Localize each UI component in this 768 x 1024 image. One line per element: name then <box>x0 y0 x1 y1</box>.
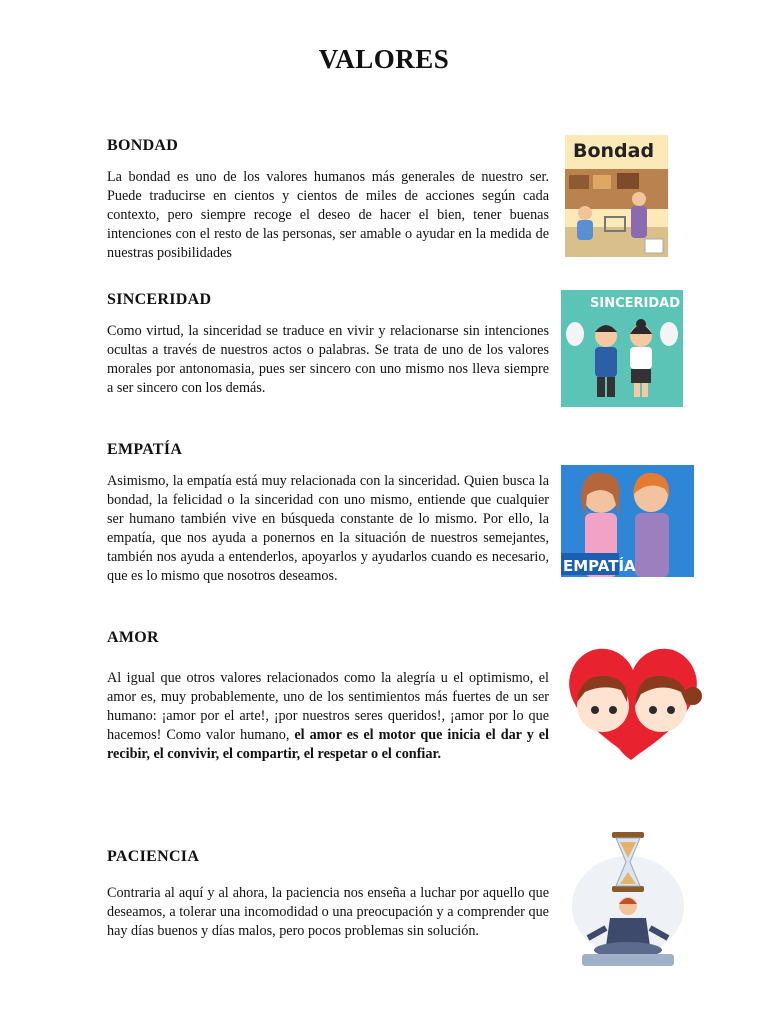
bondad-illustration <box>565 135 668 257</box>
bondad-image-label: Bondad <box>573 140 655 162</box>
sinceridad-illustration <box>561 290 683 407</box>
amor-text: Al igual que otros valores relacionados como la alegría u el optimismo, el amor es, muy probablemente, uno de los sentimientos más fuertes de un ser humano: ¡amor por el arte!, ¡por nuestros seres queridos!, ¡amor por lo que hacemos! Como valor humano, <box>107 670 549 743</box>
paciencia-illustration <box>566 828 690 973</box>
page-title: VALORES <box>318 44 450 74</box>
section-heading: BONDAD <box>107 137 179 154</box>
section-empatia <box>107 441 549 586</box>
section-heading: SINCERIDAD <box>107 291 212 308</box>
sinceridad-image-label: SINCERIDAD <box>590 296 680 311</box>
empatia-illustration <box>561 465 694 577</box>
section-sinceridad <box>107 291 549 398</box>
section-heading: AMOR <box>107 629 159 646</box>
amor-text-bold: el amor es el motor que inicia el dar y el recibir, el convivir, el compartir, el respetar o el confiar. <box>107 727 549 762</box>
section-heading: PACIENCIA <box>107 848 200 865</box>
section-paragraph: Asimismo, la empatía está muy relacionada con la sinceridad. Quien busca la bondad, la felicidad o la sinceridad con uno mismo, entiende que cualquier ser humano también vive en búsqueda constante de lo mismo. Por ello, la empatía, que nos ayuda a ponernos en la situación de nuestros semejantes, también nos ayuda a entenderlos, apoyarlos y ayudarlos cuando es necesario, que es lo mismo que nosotros deseamos. <box>107 473 549 584</box>
section-bondad <box>107 137 549 263</box>
section-paragraph: Como virtud, la sinceridad se traduce en vivir y relacionarse sin intenciones ocultas a través de nuestros actos o palabras. Se trata de uno de los valores morales por antonomasia, pues ser sincero con uno mismo nos lleva siempre a ser sincero con los demás. <box>107 323 549 396</box>
section-heading: EMPATÍA <box>107 441 183 458</box>
empatia-image-label: EMPATÍA <box>563 557 636 575</box>
section-amor <box>107 629 549 764</box>
section-paragraph: La bondad es uno de los valores humanos más generales de nuestro ser. Puede traducirse en cientos y cientos de miles de acciones según cada contexto, pero siempre recoge el deseo de hacer el bien, tener buenas intenciones con el resto de las personas, ser amable o ayudar en la medida de nuestras posibilidades <box>107 169 549 261</box>
section-paciencia <box>107 848 549 941</box>
section-paragraph: Contraria al aquí y al ahora, la paciencia nos enseña a luchar por aquello que deseamos, a tolerar una incomodidad o una preocupación y a comprender que hay días buenos y días malos, pero pocos problemas sin solución. <box>107 885 549 939</box>
amor-illustration <box>555 640 712 768</box>
section-paragraph <box>107 669 549 764</box>
